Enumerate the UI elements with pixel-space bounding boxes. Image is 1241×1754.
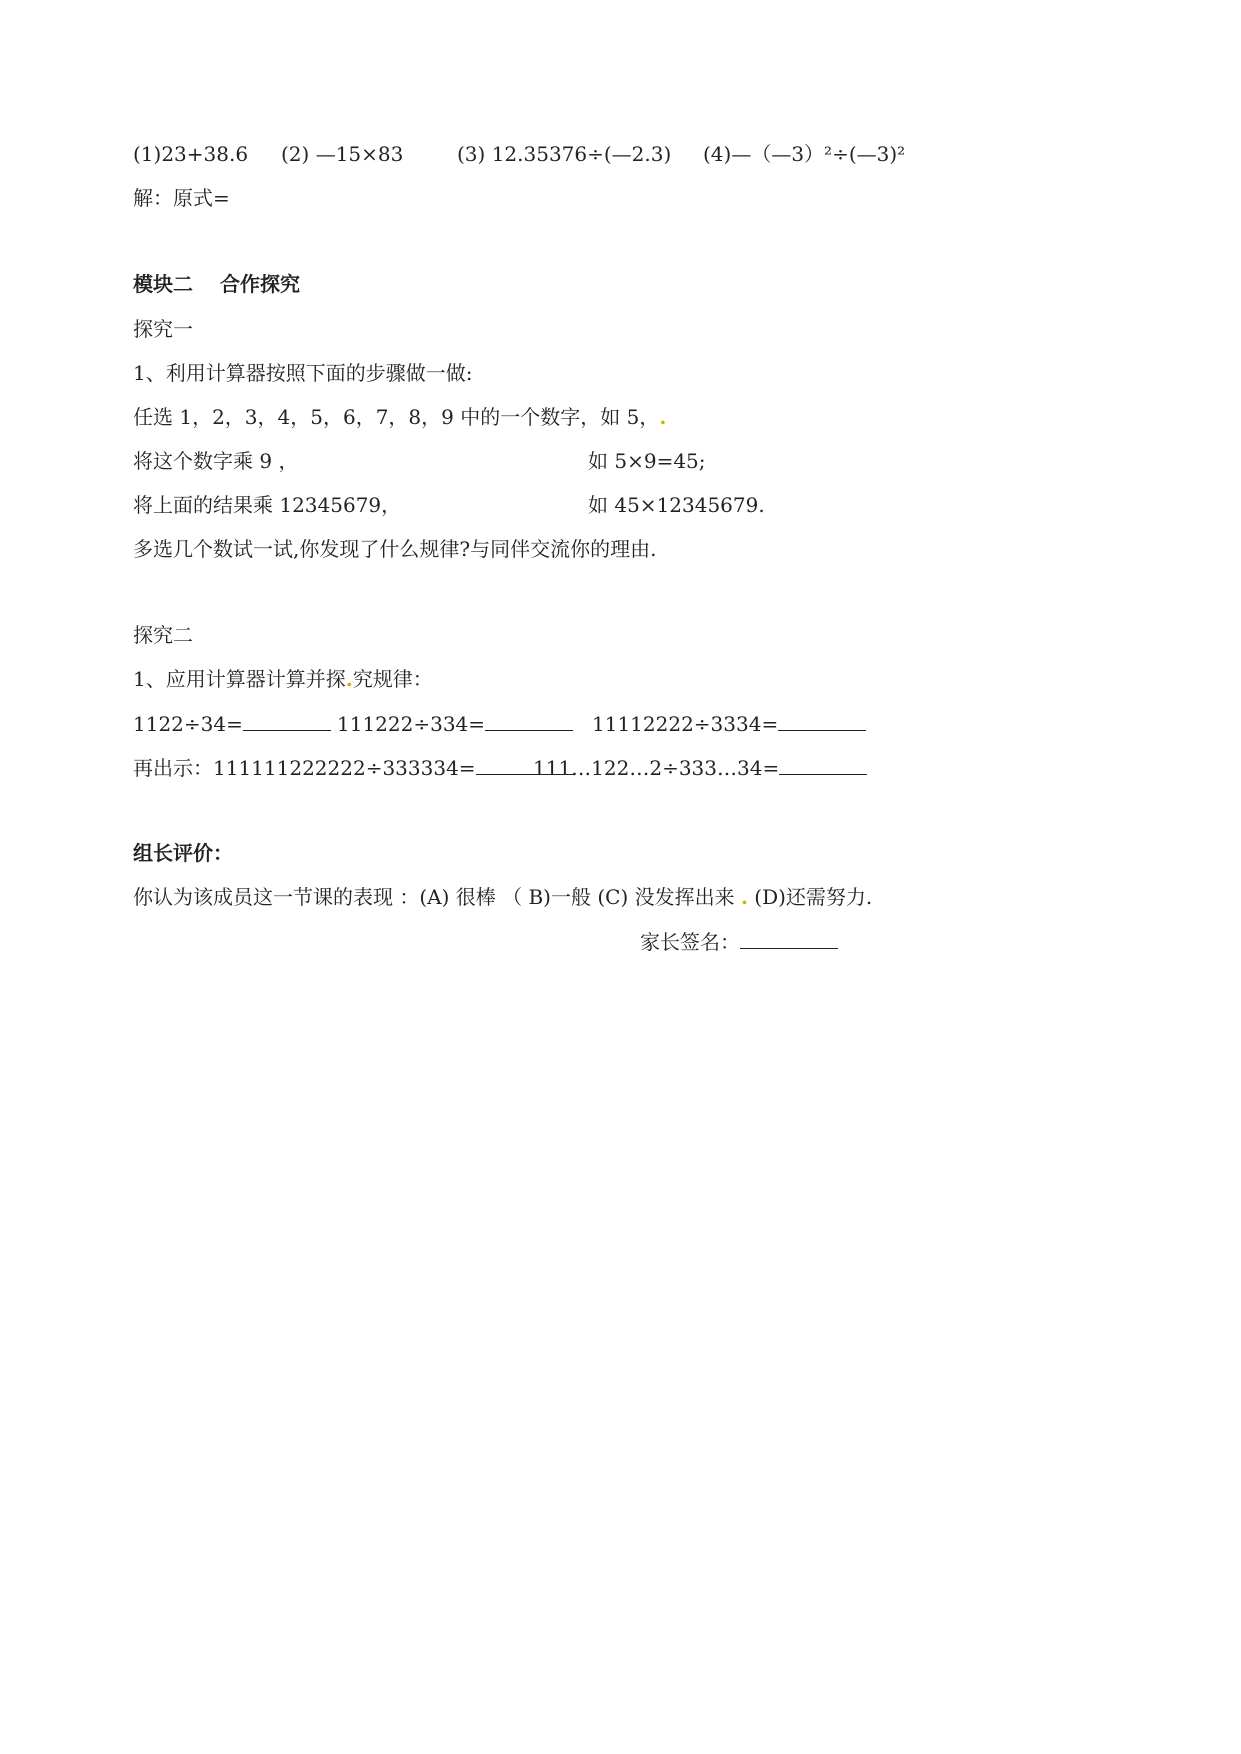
exercise-line <box>133 141 1033 167</box>
evaluation-text-b: (D)还需努力. <box>747 885 873 909</box>
highlight-dot: . <box>659 405 667 429</box>
answer-blank-1[interactable] <box>243 710 331 731</box>
explore2-step-intro-b: 究规律： <box>352 667 433 691</box>
answer-label: 解：原式= <box>133 186 230 210</box>
explore2-title: 探究二 <box>133 623 193 647</box>
explore1-multiply9-right: 如 5×9=45; <box>588 449 706 473</box>
explore1-discuss: 多选几个数试一试,你发现了什么规律?与同伴交流你的理由. <box>133 537 657 561</box>
exercise-item-4: (4)—（—3）²÷(—3)² <box>703 142 906 166</box>
explore1-choose-text: 任选 1，2，3，4，5，6，7，8，9 中的一个数字，如 5， <box>133 405 660 429</box>
calc-row-4 <box>133 754 574 781</box>
explore1-choose-line <box>133 404 666 430</box>
explore2-step-intro-a: 1、应用计算器计算并探 <box>133 667 346 691</box>
parent-signature-blank[interactable] <box>740 928 838 949</box>
calc-2: 111222÷334= <box>337 712 486 736</box>
calc-4: 再出示：111111222222÷333334= <box>133 756 476 780</box>
calc-3: 11112222÷3334= <box>592 712 779 736</box>
explore1-title: 探究一 <box>133 317 193 341</box>
module2-heading: 模块二 合作探究 <box>133 272 300 296</box>
exercise-item-2: (2) —15×83 <box>281 142 404 166</box>
calc-row-3 <box>592 710 866 737</box>
calc-1: 1122÷34= <box>133 712 243 736</box>
evaluation-text-a: 你认为该成员这一节课的表现 ：(A) 很棒 （ B)一般 (C) 没发挥出来 <box>133 885 735 909</box>
highlight-dot: . <box>740 885 748 909</box>
calc-row-1 <box>133 710 331 737</box>
explore1-multiply-big-right: 如 45×12345679. <box>588 493 765 517</box>
calc-row-5 <box>533 754 867 781</box>
parent-signature-line <box>640 928 838 955</box>
evaluation-text <box>133 884 872 910</box>
exercise-item-1: (1)23+38.6 <box>133 142 249 166</box>
parent-sign-label: 家长签名： <box>640 930 740 954</box>
answer-blank-3[interactable] <box>778 710 866 731</box>
exercise-item-3: (3) 12.35376÷(—2.3) <box>457 142 672 166</box>
calc-row-2 <box>337 710 573 737</box>
evaluation-heading: 组长评价： <box>133 841 233 865</box>
explore1-multiply9-left: 将这个数字乘 9 ， <box>133 449 299 473</box>
explore1-multiply-big-left: 将上面的结果乘 12345679， <box>133 493 402 517</box>
explore1-step-intro: 1、利用计算器按照下面的步骤做一做: <box>133 361 473 385</box>
explore2-step-intro <box>133 666 433 692</box>
answer-blank-2[interactable] <box>485 710 573 731</box>
answer-blank-5[interactable] <box>779 754 867 775</box>
calc-5: 111…122…2÷333…34= <box>533 756 780 780</box>
highlight-dot: . <box>345 667 353 691</box>
